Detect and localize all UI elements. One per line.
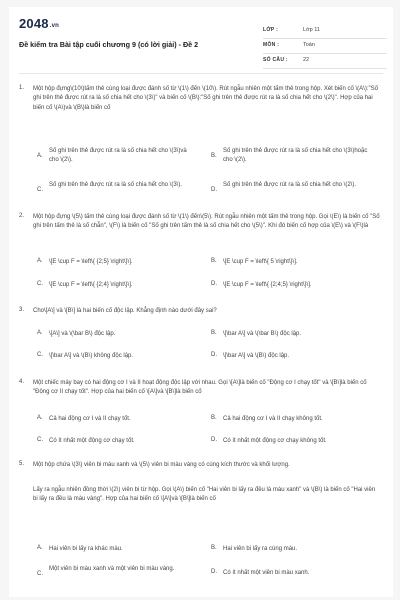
option-letter: C. [37,187,43,193]
option-letter: B. [211,153,217,159]
option-letter: C. [37,437,43,443]
option-text: Có ít nhất một động cơ chạy tốt. [49,438,135,444]
page-title: Đề kiểm tra Bài tập cuối chương 9 (có lời giải) - Đề 2 [19,40,199,49]
option-text: Cả hai động cơ I và II chạy tốt. [49,416,131,422]
option-text: \[\bar A\] và \(B\) độc lập. [223,353,290,359]
option-letter: D. [211,437,217,443]
option-letter: C. [37,281,43,287]
option-letter: A. [37,545,43,551]
info-label: MÔN : [263,42,280,48]
option-text: Cả hai động cơ I và II chạy không tốt. [223,416,323,422]
document-page [9,7,393,597]
info-value: Lớp 11 [303,27,320,33]
option-text: Số ghi trên thẻ được rút ra là số chia hết cho \(3\). [49,182,183,188]
option-text: Hai viên bi lấy ra cùng màu. [223,546,298,552]
option-letter: B. [211,330,217,336]
option-text: Số ghi trên thẻ được rút ra là số chia hết cho \(2\). [223,182,357,188]
question-number: 1. [19,85,25,91]
option-letter: A. [37,330,43,336]
question-text: Cho\[A\] và \[B\] là hai biến cố độc lập. Khẳng định nào dưới đây sai? [33,308,217,314]
question-number: 2. [19,213,25,219]
option-letter: A. [37,415,43,421]
option-text: Số ghi trên thẻ được rút ra là số chia hết cho \(3\)hoặc cho \(2\). [223,148,368,164]
option-letter: D. [211,281,217,287]
site-logo[interactable] [19,16,59,31]
option-text: Một viên bi màu xanh và một viên bi màu vàng. [49,566,175,572]
header-divider [19,73,383,74]
logo-suffix: .vn [49,23,60,29]
option-text: \[A\] và \(\bar B\) độc lập. [49,331,116,337]
option-text: \[E \cup F = \left\{ 5 \right\}\]. [223,259,298,265]
option-text: \[E \cup F = \left\{ {2;5} \right\}\]. [49,259,133,265]
option-text: \[E \cup F = \left\{ {2;4} \right\}\]. [49,282,133,288]
question-number: 4. [19,379,25,385]
logo-text: 2048 [19,16,49,31]
option-text: \[\bar A\] và \(\bar B\) độc lập. [223,331,302,337]
info-row-class [263,24,387,39]
option-letter: D. [211,352,217,358]
info-label: LỚP : [263,27,279,33]
option-text: \[\bar A\] và \(B\) không độc lập. [49,353,134,359]
option-text: Có ít nhất một viên bi màu xanh. [223,570,310,576]
info-row-subject [263,39,387,54]
option-letter: B. [211,415,217,421]
question-text-continued: Lấy ra ngẫu nhiên đồng thời \(2\) viên bi từ hộp. Gọi \(A\) biến cố "Hai viên bi lấy ra đều là màu xanh" và \(B\) là biến cố "Hai viên bi lấy ra đều là màu vàng". Hợp của hai biến cố \[A\]và \[B\]là biến cố [33,487,376,503]
question-number: 3. [19,307,25,313]
document-header [19,16,385,66]
option-text: Hai viên bi lấy ra khác màu. [49,546,123,552]
info-value: Toán [303,42,315,48]
info-row-question-count [263,54,387,69]
option-letter: C. [37,352,43,358]
option-letter: C. [37,571,43,577]
info-label: SỐ CÂU : [263,57,288,63]
option-text: Có ít nhất một động cơ chạy không tốt. [223,438,327,444]
exam-info-panel [263,24,387,69]
question-text: Một hộp đựng\(10\)tấm thẻ cùng loại được đánh số từ \(1\) đến \(10\). Rút ngẫu nhiên một tấm thẻ trong hộp. Xét biến cố \(A\):"Số ghi trên thẻ được rút ra là số chia hết cho \(3\)" và biến cố \(B\):"Số ghi trên thẻ được rút ra là số chia hết cho \(2\)". Hợp của hai biến cố \(A\)và \(B\)là biến cố [33,86,378,111]
option-letter: D. [211,569,217,575]
option-text: Số ghi trên thẻ được rút ra là số chia hết cho \(3\)và cho \(2\). [49,148,187,164]
question-text: Một hộp chứa \(3\) viên bi màu xanh và \(5\) viên bi màu vàng có cùng kích thước và khối lượng. [33,462,290,468]
question-number: 5. [19,461,25,467]
option-letter: D. [211,187,217,193]
question-text: Một chiếc máy bay có hai động cơ I và II hoạt động độc lập với nhau. Gọi \[A\]là biến cố "Động cơ I chạy tốt" và \[B\]là biến cố "Động cơ II chạy tốt". Hợp của hai biến cố \[A\]và \[B\]là biến cố [33,380,367,396]
info-value: 22 [303,57,310,63]
option-letter: A. [37,258,43,264]
option-letter: A. [37,153,43,159]
question-text: Một hộp đựng \(5\) tấm thẻ cùng loại được đánh số từ \(1\) đến\(5\). Rút ngẫu nhiên một tấm thẻ trong hộp. Gọi \(E\) là biến cố "Số ghi trên tấm thẻ là số chẵn", \(F\) là biến cố "Số ghi trên tấm thẻ là số chia hết cho \(5\)". Khi đó biến cố hợp của \(E\) và \(F\)là [33,214,380,230]
option-letter: B. [211,258,217,264]
option-letter: B. [211,545,217,551]
option-text: \[E \cup F = \left\{ {2;4;5} \right\}\]. [223,282,312,288]
